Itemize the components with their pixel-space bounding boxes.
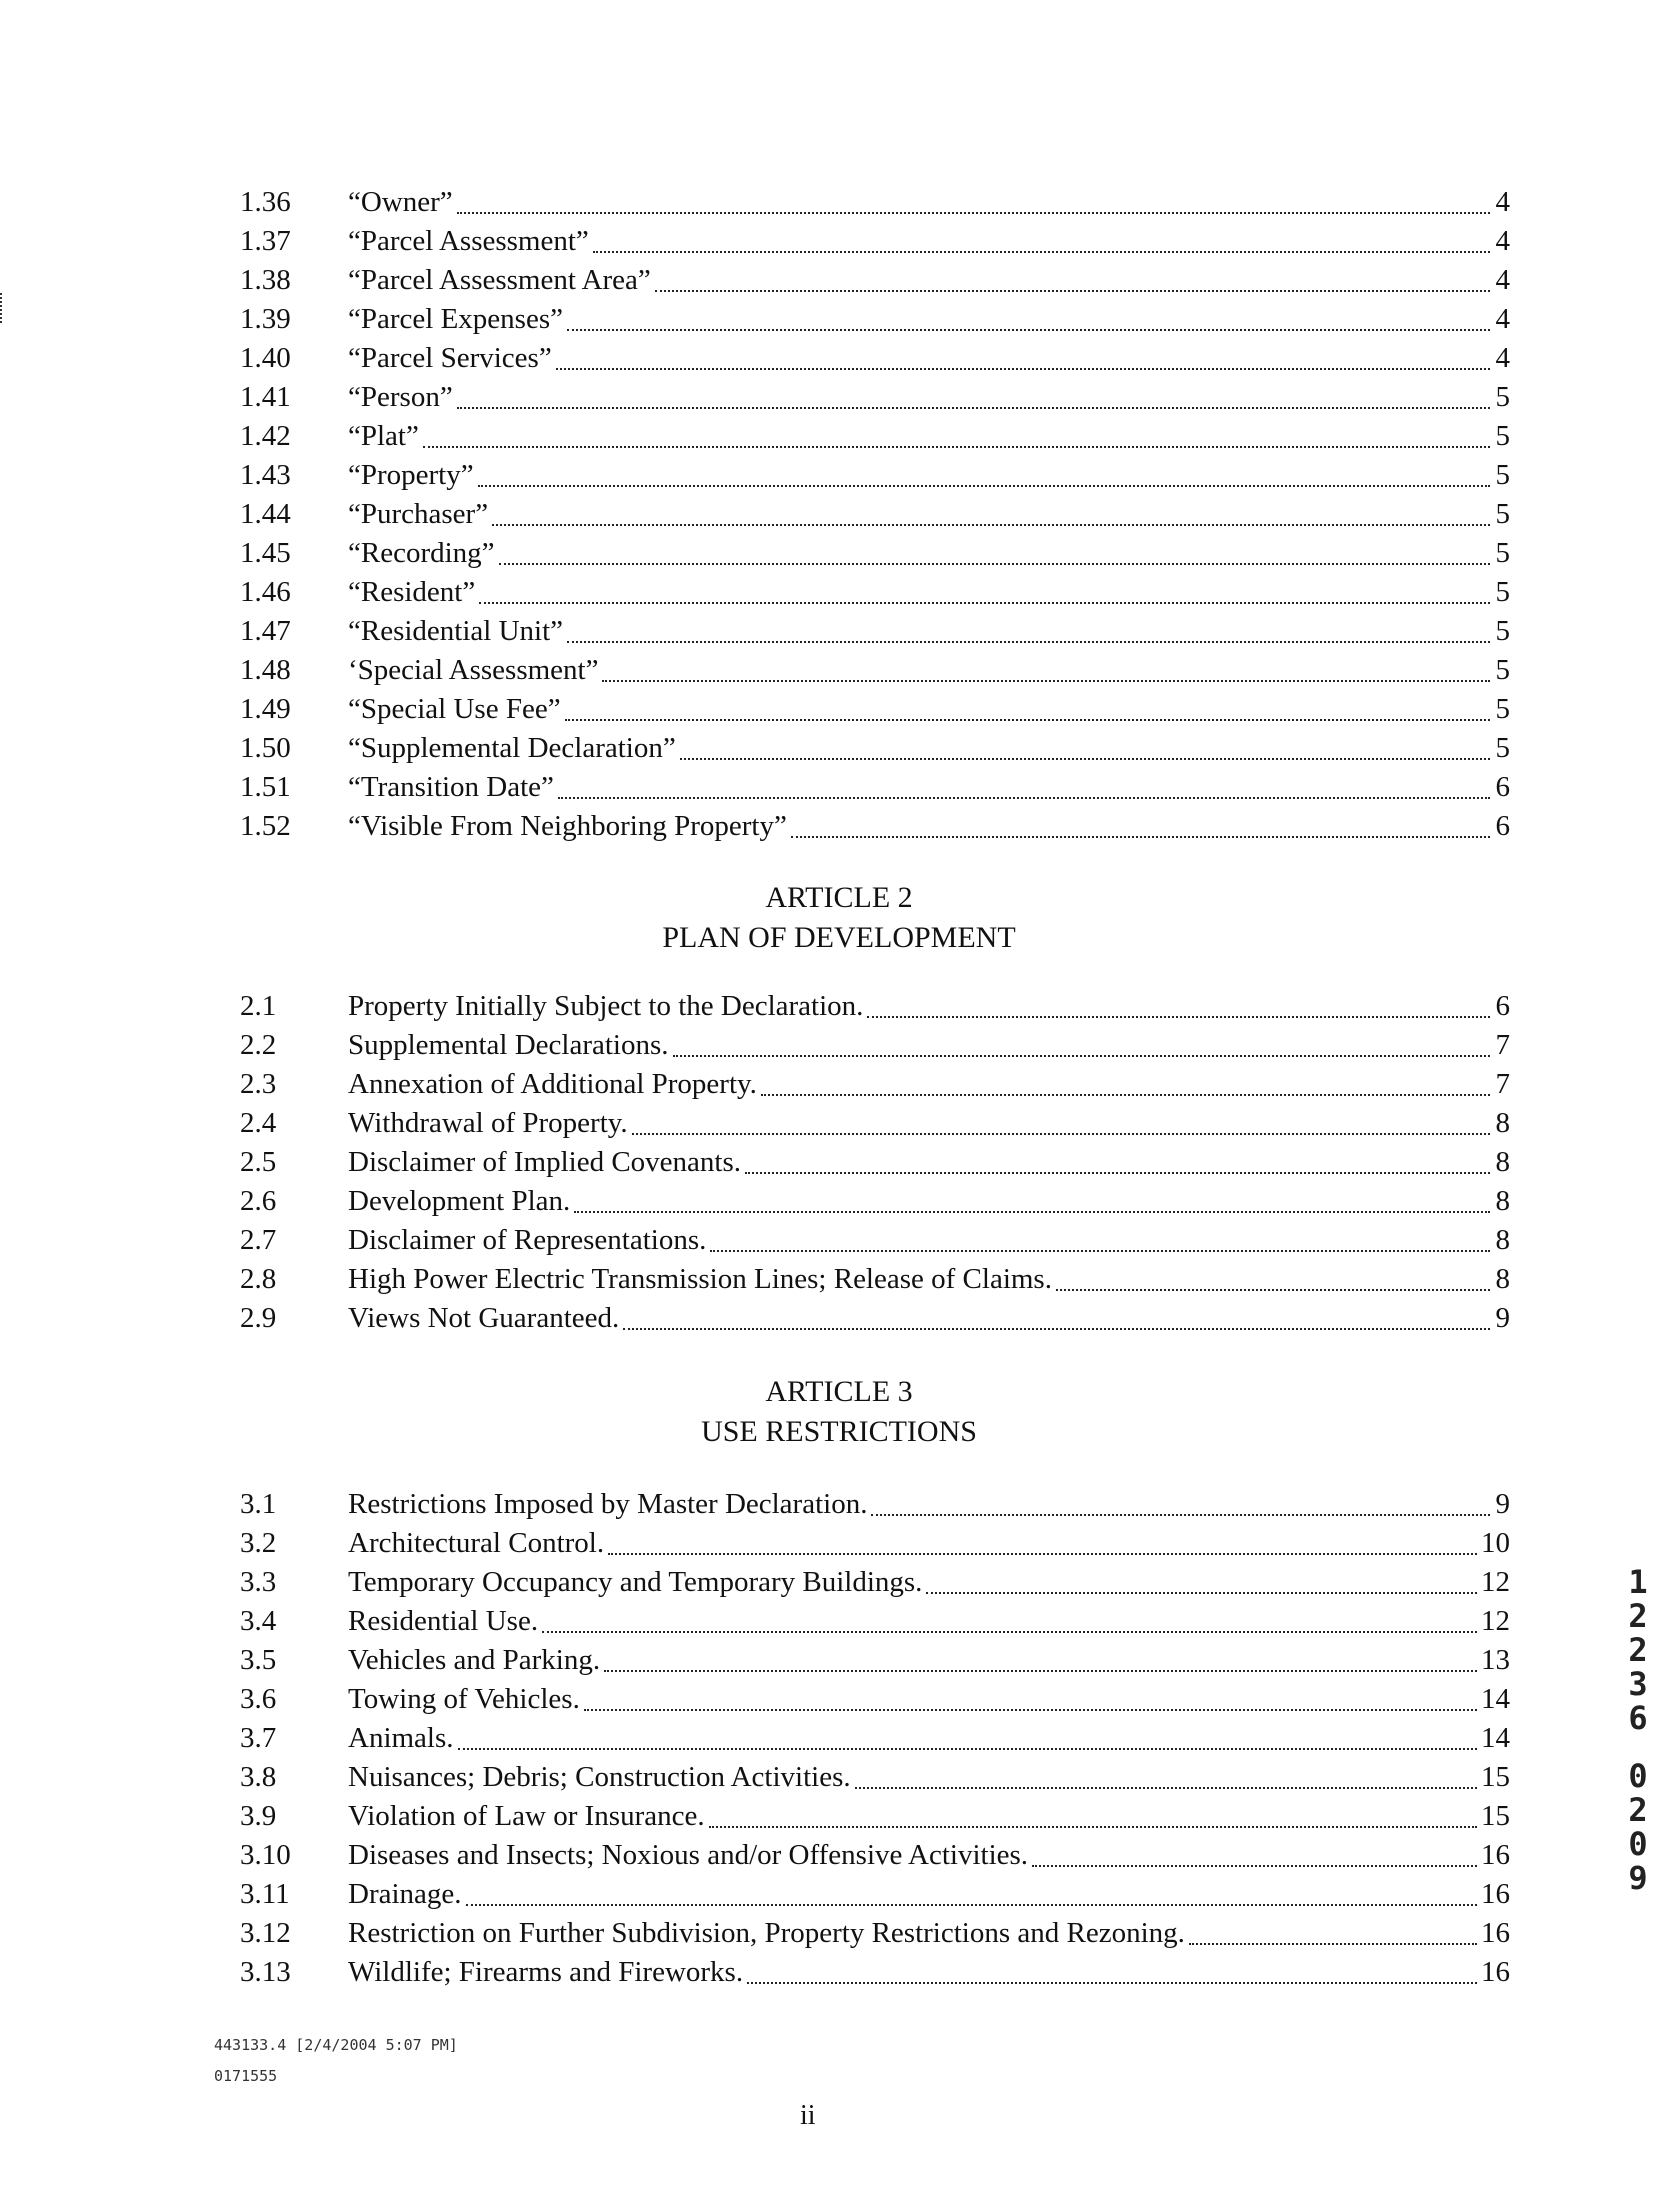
toc-entry-title: Nuisances; Debris; Construction Activities. [348,1761,851,1793]
toc-row [240,690,1510,729]
stamp-digit: 2 [1628,1631,1648,1669]
toc-entry [348,1641,1510,1680]
toc-row [240,261,1510,300]
toc-page-number: 13 [1481,1644,1510,1676]
footer-client-number: 0171555 [214,2067,278,2085]
stamp-digit: 3 [1628,1665,1648,1703]
toc-row [240,651,1510,690]
dot-leader [604,1670,1477,1672]
toc-entry-title: Supplemental Declarations. [348,1029,669,1061]
toc-row [240,1026,1510,1065]
dot-leader [602,680,1490,682]
stamp-digit: 6 [1628,1699,1648,1737]
toc-section-number: 3.9 [240,1800,277,1832]
toc-section-number: 1.36 [240,186,291,218]
toc-page-number: 9 [1495,1488,1510,1520]
toc-section-number: 1.37 [240,225,291,257]
toc-page-number: 16 [1481,1878,1510,1910]
toc-page-number: 14 [1481,1722,1510,1754]
toc-entry [348,768,1510,807]
toc-entry-title: “Transition Date” [348,771,554,803]
dot-leader [623,1328,1490,1330]
dot-leader [867,1016,1490,1018]
dot-leader [567,641,1490,643]
toc-row [240,612,1510,651]
toc-row [240,495,1510,534]
page-number: ii [800,2100,816,2131]
stamp-digit: 9 [1628,1859,1648,1897]
toc-row [240,1836,1510,1875]
dot-leader [855,1787,1477,1789]
toc-entry-title: “Person” [348,381,453,413]
toc-page-number: 4 [1495,342,1510,374]
toc-section-number: 3.10 [240,1839,291,1871]
dot-leader [542,1631,1477,1633]
toc-entry [348,573,1510,612]
dot-leader [710,1250,1490,1252]
toc-page-number: 5 [1495,420,1510,452]
toc-entry [348,1719,1510,1758]
toc-section-number: 1.46 [240,576,291,608]
toc-page-number: 5 [1495,732,1510,764]
toc-page-number: 6 [1495,771,1510,803]
toc-entry-title: “Parcel Assessment” [348,225,589,257]
toc-row [240,417,1510,456]
toc-section-number: 3.1 [240,1488,277,1520]
toc-section-number: 1.44 [240,498,291,530]
toc-definitions-section [240,183,1510,846]
toc-section-number: 1.43 [240,459,291,491]
toc-entry-title: High Power Electric Transmission Lines; Release of Claims. [348,1263,1052,1295]
dot-leader [709,1826,1477,1828]
toc-entry [348,1797,1510,1836]
toc-entry-title: Vehicles and Parking. [348,1644,601,1676]
toc-row [240,222,1510,261]
dot-leader [1189,1943,1477,1945]
dot-leader [871,1514,1490,1516]
toc-row [240,456,1510,495]
toc-row [240,1719,1510,1758]
toc-section-number: 3.8 [240,1761,277,1793]
toc-entry-title: Towing of Vehicles. [348,1683,580,1715]
toc-entry-title: Annexation of Additional Property. [348,1068,757,1100]
toc-section-number: 1.52 [240,810,291,842]
toc-page-number: 16 [1481,1917,1510,1949]
toc-section-number: 2.7 [240,1224,277,1256]
toc-section-number: 2.9 [240,1302,277,1334]
toc-page-number: 14 [1481,1683,1510,1715]
toc-section-number: 2.3 [240,1068,277,1100]
toc-row [240,1602,1510,1641]
toc-entry-title: Residential Use. [348,1605,539,1637]
dot-leader [565,719,1490,721]
toc-section-number: 1.49 [240,693,291,725]
toc-entry-title: “Residential Unit” [348,615,564,647]
toc-entry-title: Drainage. [348,1878,462,1910]
dot-leader [574,1211,1490,1213]
toc-row [240,1065,1510,1104]
toc-row [240,1524,1510,1563]
toc-entry [348,987,1510,1026]
toc-entry [348,378,1510,417]
toc-page-number: 5 [1495,576,1510,608]
toc-entry [348,222,1510,261]
toc-page-number: 5 [1495,537,1510,569]
toc-entry-title: Wildlife; Firearms and Fireworks. [348,1956,744,1988]
toc-row [240,1104,1510,1143]
toc-row [240,768,1510,807]
dot-leader [655,290,1490,292]
toc-entry [348,1065,1510,1104]
dot-leader [556,368,1490,370]
toc-entry-title: Temporary Occupancy and Temporary Buildings. [348,1566,923,1598]
toc-entry [348,300,1510,339]
toc-entry-title: Restriction on Further Subdivision, Property Restrictions and Rezoning. [348,1917,1185,1949]
toc-row [240,1563,1510,1602]
dot-leader [478,485,1490,487]
toc-page-number: 12 [1481,1605,1510,1637]
toc-entry-title: “Resident” [348,576,476,608]
toc-entry [348,417,1510,456]
toc-article-2-section [240,987,1510,1338]
toc-page-number: 15 [1481,1800,1510,1832]
toc-page-number: 16 [1481,1956,1510,1988]
toc-row [240,1221,1510,1260]
toc-entry-title: “Owner” [348,186,453,218]
toc-entry [348,1680,1510,1719]
toc-page-number: 7 [1495,1068,1510,1100]
toc-entry [348,612,1510,651]
toc-section-number: 3.2 [240,1527,277,1559]
toc-page-number: 6 [1495,810,1510,842]
toc-entry-title: Development Plan. [348,1185,571,1217]
toc-entry [348,534,1510,573]
toc-page-number: 7 [1495,1029,1510,1061]
toc-section-number: 3.13 [240,1956,291,1988]
toc-entry [348,1104,1510,1143]
toc-section-number: 2.4 [240,1107,277,1139]
toc-row [240,987,1510,1026]
toc-page-number: 8 [1495,1224,1510,1256]
dot-leader [745,1172,1490,1174]
toc-page-number: 5 [1495,615,1510,647]
toc-entry [348,807,1510,846]
toc-entry-title: “Plat” [348,420,419,452]
toc-entry [348,1299,1510,1338]
toc-entry [348,1602,1510,1641]
toc-section-number: 1.45 [240,537,291,569]
toc-row [240,183,1510,222]
toc-page-number: 5 [1495,459,1510,491]
toc-entry [348,1563,1510,1602]
toc-section-number: 2.8 [240,1263,277,1295]
dot-leader [492,524,1490,526]
toc-row [240,1758,1510,1797]
toc-entry-title: “Visible From Neighboring Property” [348,810,787,842]
stamp-digit: 0 [1628,1825,1648,1863]
toc-article-3-section [240,1485,1510,1992]
stamp-digit: 2 [1628,1791,1648,1829]
toc-section-number: 2.2 [240,1029,277,1061]
toc-row [240,1299,1510,1338]
dot-leader [457,212,1490,214]
article-2-title: PLAN OF DEVELOPMENT [662,921,1016,954]
article-3-label: ARTICLE 3 [765,1375,913,1408]
toc-page-number: 12 [1481,1566,1510,1598]
toc-entry [348,1485,1510,1524]
toc-entry-title: Animals. [348,1722,454,1754]
toc-entry [348,1143,1510,1182]
toc-page-number: 8 [1495,1146,1510,1178]
toc-section-number: 1.51 [240,771,291,803]
dot-leader [608,1553,1477,1555]
toc-row [240,807,1510,846]
toc-row [240,1182,1510,1221]
toc-entry-title: “Special Use Fee” [348,693,561,725]
toc-section-number: 1.47 [240,615,291,647]
toc-entry-title: Restrictions Imposed by Master Declaration. [348,1488,868,1520]
toc-entry [348,183,1510,222]
toc-page-number: 5 [1495,693,1510,725]
toc-section-number: 3.6 [240,1683,277,1715]
toc-entry-title: “Parcel Expenses” [348,303,563,335]
toc-row [240,378,1510,417]
toc-entry-title: Violation of Law or Insurance. [348,1800,705,1832]
toc-entry [348,339,1510,378]
toc-row [240,534,1510,573]
toc-page-number: 4 [1495,186,1510,218]
dot-leader [747,1982,1477,1984]
toc-entry-title: Architectural Control. [348,1527,605,1559]
toc-page-number: 6 [1495,990,1510,1022]
toc-page-number: 10 [1481,1527,1510,1559]
toc-row [240,339,1510,378]
toc-row [240,1797,1510,1836]
dot-leader [680,758,1490,760]
toc-section-number: 2.5 [240,1146,277,1178]
toc-entry [348,1758,1510,1797]
dot-leader [1032,1865,1477,1867]
toc-entry [348,1221,1510,1260]
toc-page-number: 4 [1495,303,1510,335]
scan-edge-mark [0,293,5,323]
toc-entry [348,1953,1510,1992]
toc-section-number: 1.40 [240,342,291,374]
toc-entry-title: Views Not Guaranteed. [348,1302,620,1334]
article-3-title: USE RESTRICTIONS [701,1415,977,1448]
toc-page-number: 5 [1495,381,1510,413]
toc-section-number: 1.41 [240,381,291,413]
toc-page-number: 5 [1495,654,1510,686]
toc-section-number: 1.48 [240,654,291,686]
dot-leader [499,563,1490,565]
toc-entry [348,651,1510,690]
dot-leader [423,446,1490,448]
toc-row [240,1914,1510,1953]
toc-section-number: 3.5 [240,1644,277,1676]
toc-entry [348,1182,1510,1221]
stamp-digit: 1 [1628,1563,1648,1601]
toc-section-number: 3.3 [240,1566,277,1598]
toc-entry [348,1026,1510,1065]
toc-page-number: 4 [1495,225,1510,257]
toc-entry-title: “Property” [348,459,474,491]
toc-entry-title: “Purchaser” [348,498,489,530]
toc-entry-title: Disclaimer of Implied Covenants. [348,1146,742,1178]
article-2-label: ARTICLE 2 [765,881,913,914]
dot-leader [761,1094,1490,1096]
toc-row [240,1143,1510,1182]
toc-section-number: 3.7 [240,1722,277,1754]
toc-entry [348,1875,1510,1914]
toc-row [240,1875,1510,1914]
toc-entry [348,729,1510,768]
toc-page-number: 16 [1481,1839,1510,1871]
toc-row [240,573,1510,612]
dot-leader [584,1709,1477,1711]
toc-section-number: 1.39 [240,303,291,335]
dot-leader [457,407,1490,409]
toc-entry-title: Property Initially Subject to the Declaration. [348,990,864,1022]
dot-leader [466,1904,1477,1906]
toc-section-number: 1.38 [240,264,291,296]
toc-page-number: 8 [1495,1185,1510,1217]
toc-section-number: 1.50 [240,732,291,764]
toc-entry [348,1914,1510,1953]
toc-entry-title: Withdrawal of Property. [348,1107,628,1139]
toc-row [240,729,1510,768]
dot-leader [567,329,1490,331]
toc-page-number: 4 [1495,264,1510,296]
dot-leader [926,1592,1477,1594]
toc-section-number: 1.42 [240,420,291,452]
stamp-digit: 2 [1628,1597,1648,1635]
dot-leader [673,1055,1490,1057]
article-3-heading [0,1372,1678,1452]
dot-leader [1056,1289,1490,1291]
toc-section-number: 2.6 [240,1185,277,1217]
toc-page-number: 9 [1495,1302,1510,1334]
toc-entry [348,1524,1510,1563]
toc-entry-title: ‘Special Assessment” [348,654,599,686]
dot-leader [479,602,1490,604]
toc-entry-title: “Parcel Services” [348,342,552,374]
toc-entry-title: “Supplemental Declaration” [348,732,676,764]
toc-page-number: 5 [1495,498,1510,530]
toc-page-number: 8 [1495,1107,1510,1139]
toc-row [240,1641,1510,1680]
toc-row [240,300,1510,339]
toc-page-number: 8 [1495,1263,1510,1295]
toc-section-number: 2.1 [240,990,277,1022]
dot-leader [558,797,1490,799]
toc-entry [348,456,1510,495]
toc-row [240,1260,1510,1299]
toc-section-number: 3.12 [240,1917,291,1949]
toc-entry-title: “Recording” [348,537,495,569]
toc-entry-title: Disclaimer of Representations. [348,1224,707,1256]
dot-leader [632,1133,1490,1135]
footer-document-id: 443133.4 [2/4/2004 5:07 PM] [214,2036,458,2054]
toc-entry [348,495,1510,534]
dot-leader [791,836,1490,838]
dot-leader [593,251,1490,253]
toc-entry-title: Diseases and Insects; Noxious and/or Offensive Activities. [348,1839,1029,1871]
toc-row [240,1953,1510,1992]
toc-row [240,1680,1510,1719]
dot-leader [458,1748,1477,1750]
toc-row [240,1485,1510,1524]
article-2-heading [0,878,1678,958]
toc-entry [348,1836,1510,1875]
toc-entry [348,690,1510,729]
toc-entry-title: “Parcel Assessment Area” [348,264,651,296]
toc-section-number: 3.11 [240,1878,290,1910]
stamp-digit: 0 [1628,1757,1648,1795]
toc-entry [348,261,1510,300]
margin-recording-stamp [1618,1565,1658,1895]
toc-entry [348,1260,1510,1299]
toc-section-number: 3.4 [240,1605,277,1637]
toc-page-number: 15 [1481,1761,1510,1793]
